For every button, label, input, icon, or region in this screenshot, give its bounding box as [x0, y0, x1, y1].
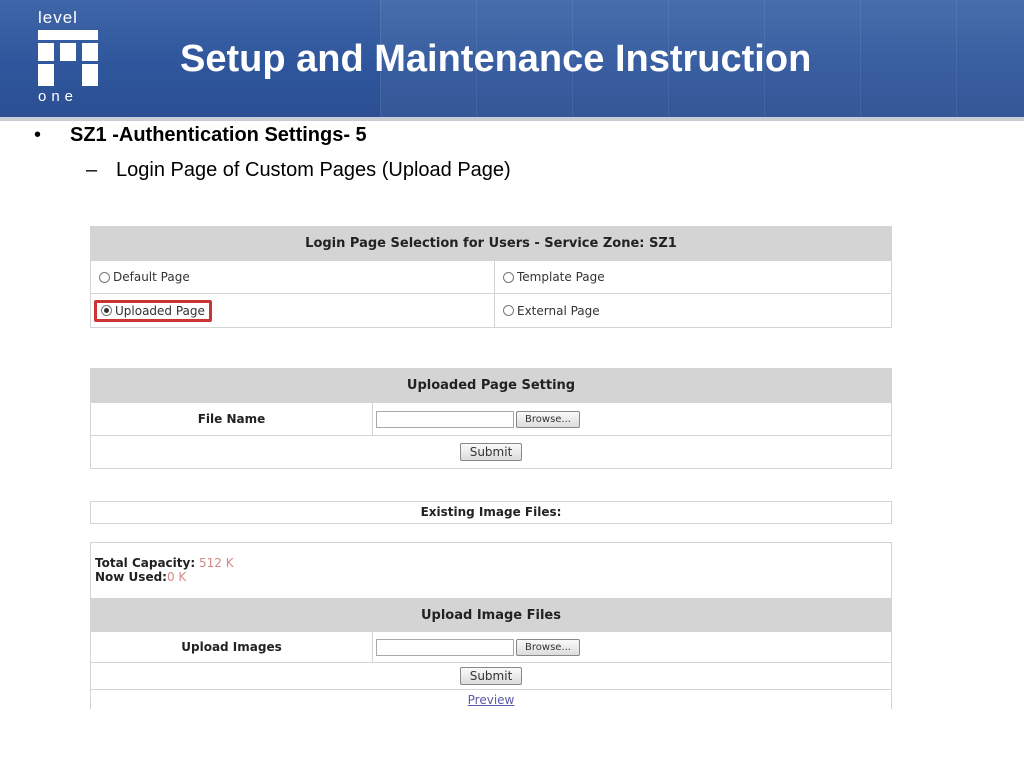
total-capacity-value: 512 K [198, 556, 234, 570]
option-default-page[interactable] [91, 261, 495, 293]
uploaded-setting-panel [90, 368, 892, 469]
uploaded-setting-header: Uploaded Page Setting [91, 369, 891, 402]
header-divider [0, 117, 1024, 121]
slide-header [0, 0, 1024, 117]
radio-external-page[interactable] [503, 305, 514, 316]
header-decoration [956, 0, 1024, 117]
logo-text-bottom: one [38, 88, 79, 105]
existing-images-panel [90, 501, 892, 524]
login-selection-panel [90, 226, 892, 328]
file-name-input[interactable] [376, 411, 514, 428]
total-capacity-label: Total Capacity: [95, 556, 196, 570]
upload-images-label: Upload Images [91, 632, 373, 662]
bullet-level1-text: SZ1 -Authentication Settings- 5 [70, 124, 367, 146]
upload-browse-button[interactable]: Browse... [516, 639, 580, 656]
option-template-label: Template Page [517, 270, 605, 284]
option-uploaded-label: Uploaded Page [115, 303, 205, 318]
browse-button[interactable]: Browse... [516, 411, 580, 428]
upload-images-input[interactable] [376, 639, 514, 656]
file-name-label: File Name [91, 403, 373, 435]
bullet-level2-marker: – [86, 159, 98, 181]
upload-images-panel [90, 542, 892, 709]
radio-uploaded-page[interactable] [101, 305, 112, 316]
option-template-page[interactable] [495, 261, 891, 293]
now-used-value: 0 K [166, 570, 187, 584]
uploaded-page-highlight [94, 300, 212, 322]
slide-title: Setup and Maintenance Instruction [180, 38, 812, 80]
radio-template-page[interactable] [503, 272, 514, 283]
login-selection-header: Login Page Selection for Users - Service Zone: SZ1 [91, 227, 891, 260]
option-external-label: External Page [517, 303, 600, 318]
now-used-label: Now Used: [95, 570, 167, 584]
header-decoration [860, 0, 956, 117]
option-default-label: Default Page [113, 270, 190, 284]
bullet-marker: • [34, 124, 42, 146]
logo-text-top: level [38, 8, 78, 27]
option-uploaded-page[interactable] [91, 294, 495, 327]
logo-mark-icon [38, 30, 98, 86]
radio-default-page[interactable] [99, 272, 110, 283]
preview-link[interactable]: Preview [467, 693, 515, 707]
upload-submit-button[interactable]: Submit [460, 667, 522, 685]
existing-images-header: Existing Image Files: [420, 505, 562, 519]
option-external-page[interactable] [495, 294, 891, 327]
capacity-info [91, 543, 891, 598]
bullet-level2-text: Login Page of Custom Pages (Upload Page) [116, 159, 511, 181]
upload-images-header: Upload Image Files [91, 598, 891, 631]
submit-button[interactable]: Submit [460, 443, 522, 461]
levelone-logo [30, 8, 110, 104]
